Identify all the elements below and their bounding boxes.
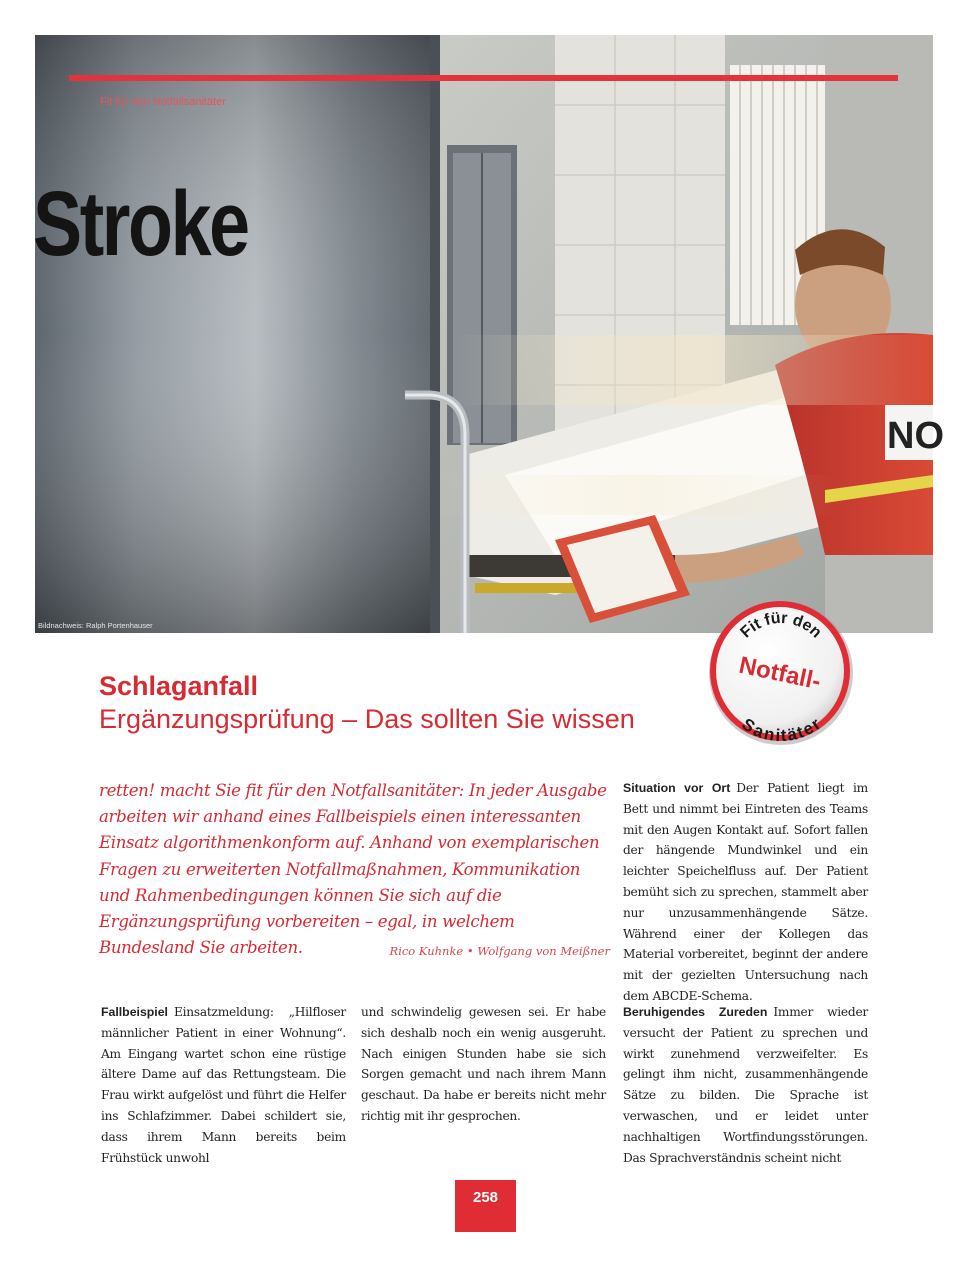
stroke-sign-text: Stroke [33, 173, 248, 275]
zureden-heading: Beruhigendes Zureden [623, 1005, 768, 1019]
page-number: 258 [455, 1180, 516, 1232]
article-title: Schlaganfall [99, 671, 259, 701]
article-headline [99, 670, 635, 736]
column-continued [361, 1002, 606, 1127]
column-zureden [623, 1002, 868, 1168]
article-subtitle: Ergänzungsprüfung – Das sollten Sie wissen [99, 704, 635, 734]
col2-text: und schwindelig gewesen sei. Er habe sich deshalb noch ein wenig ausgeruht. Nach einigen Stunden habe sie sich Sorgen gemacht und nach ihrem Mann geschaut. Da habe er bereits nicht mehr richtig mit ihr gesprochen. [361, 1005, 606, 1123]
badge-line3: Sanitäter [738, 714, 825, 746]
badge-line2: Notfall- [736, 651, 824, 696]
section-kicker: Fit für den Notfallsanitäter [100, 96, 226, 108]
badge-line1: Fit für den [737, 609, 825, 642]
article-intro [99, 778, 609, 961]
intro-text: retten! macht Sie fit für den Notfallsanitäter: In jeder Ausgabe arbeiten wir anhand eines Fallbeispiels einen interessanten Einsatz algorithmenkonform auf. Anhand von exemplarischen Fragen zu erweiterten Notfallmaßnahmen, Kommunikation und Rahmenbedingungen können Sie sich auf die Ergänzungsprüfung vorbereiten – egal, in welchem Bundesland Sie arbeiten. [99, 781, 607, 958]
article-authors: Rico Kuhnke • Wolfgang von Meißner [389, 944, 610, 958]
situation-text: Der Patient liegt im Bett und nimmt bei Eintreten des Teams mit den Augen Kontakt auf. Sofort fallen der hängende Mundwinkel und ein leichter Speichelfluss auf. Der Patient bemüht sich zu sprechen, stammelt aber nur unzusammenhängende Sätze. Während einer der Kollegen das Material vorbereitet, beginnt der andere mit der gezielten Untersuchung nach dem ABCDE-Schema. [623, 781, 868, 1003]
photo-illustration [35, 35, 944, 633]
column-situation [623, 778, 868, 1007]
fallbeispiel-heading: Fallbeispiel [101, 1005, 168, 1019]
vest-lettering: NO [887, 415, 944, 457]
fallbeispiel-text: Einsatzmeldung: „Hilfloser männlicher Patient in einer Wohnung“. Am Eingang wartet schon eine rüstige ältere Dame auf das Rettungsteam. Die Frau wirkt aufgelöst und führt die Helfer ins Schlafzimmer. Dabei schildert sie, dass ihrem Mann bereits beim Frühstück unwohl [101, 1005, 346, 1165]
fit-badge [705, 597, 855, 747]
photo-credit: Bildnachweis: Ralph Portenhauser [38, 621, 153, 630]
hero-photo [35, 35, 944, 633]
header-rule [69, 75, 898, 81]
situation-heading: Situation vor Ort [623, 781, 731, 795]
zureden-text: Immer wieder versucht der Patient zu sprechen und wirkt zunehmend verzweifelter. Es gelingt ihm nicht, zusammenhängende Sätze zu bilden. Die Sprache ist verwaschen, und er leidet unter nachhaltigen Wortfindungsstörungen. Das Sprachverständnis scheint nicht [623, 1005, 868, 1165]
column-fallbeispiel [101, 1002, 346, 1168]
